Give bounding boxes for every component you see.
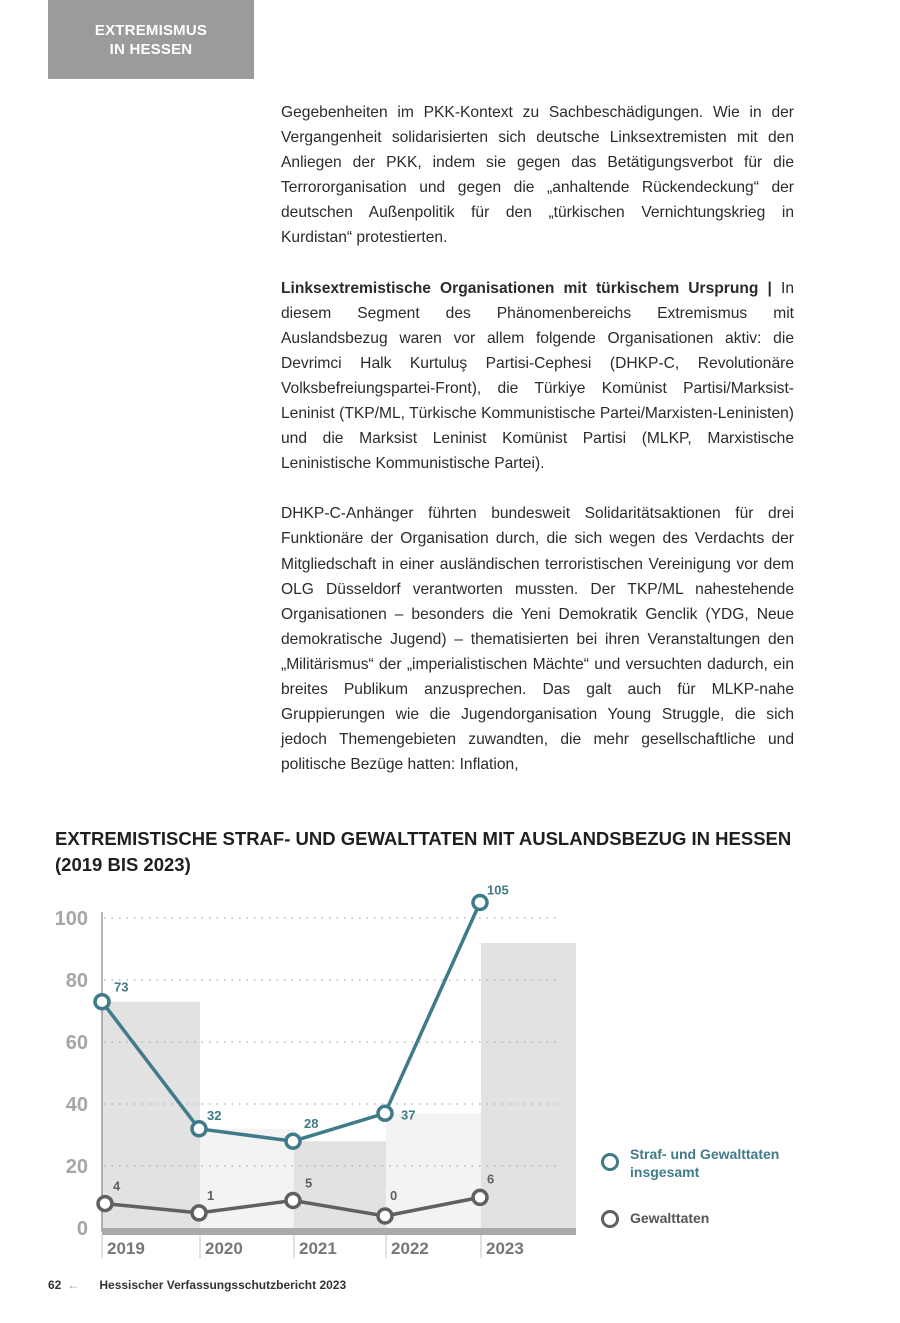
legend-violent-marker-icon	[601, 1210, 619, 1228]
data-point-marker	[378, 1209, 392, 1223]
year-band-2020	[200, 1129, 294, 1228]
data-point-marker	[378, 1106, 392, 1120]
data-label: 5	[305, 1175, 313, 1191]
data-point-marker	[95, 995, 109, 1009]
legend-violent-label: Gewalttaten	[630, 1210, 710, 1226]
x-tick-label-2019: 2019	[107, 1239, 145, 1258]
chart-title: EXTREMISTISCHE STRAF- UND GEWALTTATEN MIT AUSLANDSBEZUG IN HESSEN (2019 BIS 2023)	[55, 828, 792, 875]
paragraph-2-heading: Linksextremistische Organisationen mit türkischem Ursprung |	[281, 279, 772, 297]
data-label: 0	[390, 1188, 398, 1203]
data-point-marker	[286, 1134, 300, 1148]
y-tick-label: 40	[65, 1094, 88, 1116]
year-band-2022	[386, 1113, 481, 1228]
legend-total-label-line2: insgesamt	[630, 1164, 700, 1180]
paragraph-1: Gegebenheiten im PKK-Kontext zu Sachbeschädigungen. Wie in der Vergangenheit solidarisierten sich deutsche Linksextremisten mit den Anliegen der PKK, indem sie gegen das Betätigungsverbot für die Terrororganisation und gegen die „anhaltende Rückendeckung“ der deutschen Außenpolitik für den „türkischen Vernichtungskrieg in Kurdistan“ protestierten.	[281, 104, 794, 247]
y-tick-label: 60	[65, 1032, 88, 1054]
back-arrow-icon[interactable]: ←	[67, 1278, 80, 1292]
footer-title: Hessischer Verfassungsschutzbericht 2023	[99, 1278, 347, 1292]
page-number: 62	[48, 1278, 62, 1292]
data-point-marker	[286, 1194, 300, 1208]
year-band-2023	[481, 943, 576, 1228]
x-axis-baseline	[102, 1228, 576, 1235]
data-label: 28	[304, 1116, 319, 1132]
data-label: 73	[114, 979, 129, 995]
legend-total-label-line1: Straf- und Gewalttaten	[630, 1146, 780, 1162]
y-tick-label: 80	[65, 970, 88, 992]
y-tick-label: 100	[54, 908, 88, 930]
data-point-marker	[473, 896, 487, 910]
x-tick-label-2023: 2023	[486, 1239, 524, 1258]
data-label: 6	[487, 1171, 495, 1187]
data-point-marker	[192, 1206, 206, 1220]
x-tick-label-2020: 2020	[205, 1239, 243, 1258]
x-tick-label-2021: 2021	[299, 1239, 337, 1258]
paragraph-2-text: In diesem Segment des Phänomenbereichs Extremismus mit Auslandsbezug waren vor allem folgende Organisationen aktiv: die Devrimci Halk Kurtuluş Partisi-Cephesi (DHKP-C, Revolutionäre Volksbefreiungspartei-Front), die Türkiye Komünist Partisi/Marksist-Leninist (TKP/ML, Türkische Kommunistische Partei/Marxisten-Leninisten) und die Marksist Leninist Komünist Partisi (MLKP, Marxistische Leninistische Kommunistische Partei).	[281, 279, 795, 473]
y-tick-label: 20	[65, 1156, 88, 1178]
section-header-line2: IN HESSEN	[109, 40, 193, 58]
x-tick-label-2022: 2022	[391, 1239, 429, 1258]
section-header-line1: EXTREMISMUS	[94, 21, 208, 39]
data-label: 32	[207, 1107, 222, 1123]
data-point-marker	[98, 1197, 112, 1211]
data-label: 4	[113, 1178, 121, 1194]
legend-total-marker-icon	[601, 1153, 619, 1171]
y-tick-label: 0	[76, 1218, 88, 1240]
year-band-2019	[102, 1002, 200, 1228]
data-label: 37	[401, 1107, 416, 1123]
paragraph-3: DHKP-C-Anhänger führten bundesweit Solidaritätsaktionen für drei Funktionäre der Organisation durch, die sich wegen des Verdachts der Mitgliedschaft in einer ausländischen terroristischen Vereinigung vor dem OLG Düsseldorf verantworten mussten. Der TKP/ML nahestehende Organisationen – besonders die Yeni Demokratik Genclik (YDG, Neue demokratische Jugend) – thematisierten bei ihren Veranstaltungen den „Militärismus“ der „imperialistischen Mächte“ und versuchten dadurch, ein breites Publikum anzusprechen. Das galt auch für MLKP-nahe Gruppierungen wie die Jugendorganisation Young Struggle, die sich jedoch Themengebieten zuwandten, die mehr gesellschaftliche und politische Bezüge hatten: Inflation,	[281, 505, 794, 774]
data-point-marker	[192, 1122, 206, 1136]
data-label: 1	[207, 1187, 215, 1203]
data-label: 105	[487, 882, 509, 898]
data-point-marker	[473, 1190, 487, 1204]
page-footer	[48, 1278, 346, 1292]
